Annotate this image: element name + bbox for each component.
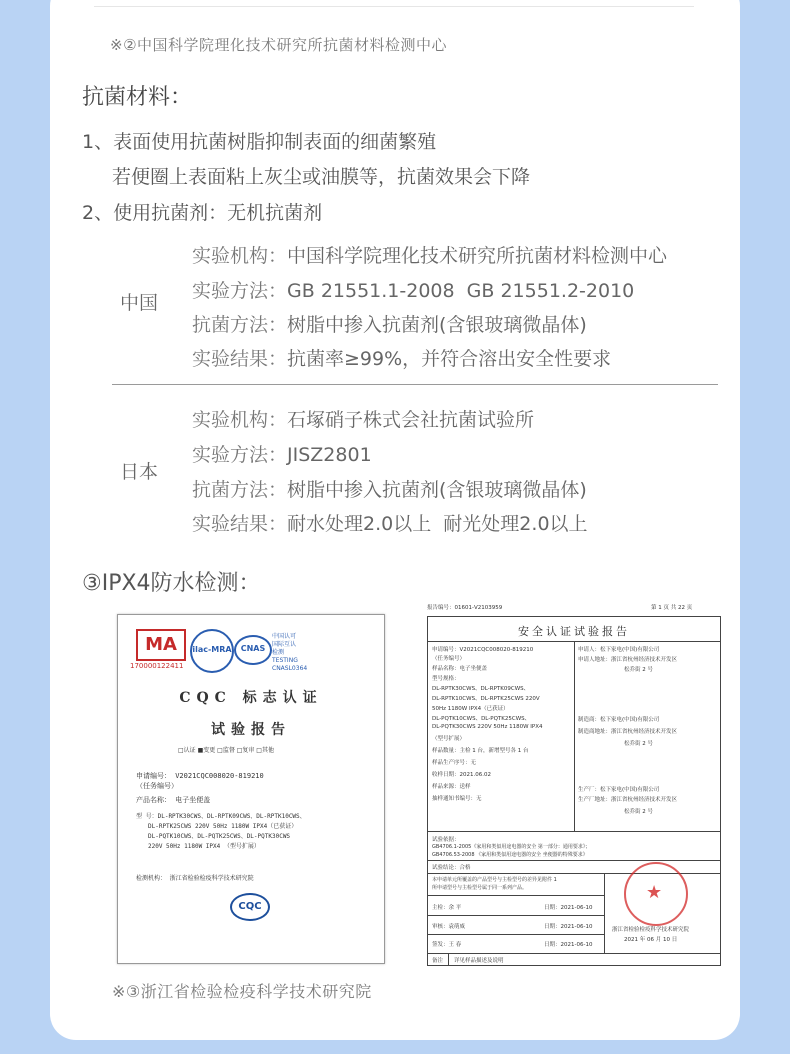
source-note-2: ※②中国科学院理化技术研究所抗菌材料检测中心 [110, 36, 448, 54]
ilac-logo: ilac-MRA [190, 629, 234, 673]
country-china: 中国 [120, 292, 159, 314]
antibacterial-point-1-detail: 若便圈上表面粘上灰尘或油膜等，抗菌效果会下降 [112, 166, 531, 188]
japan-row-institution: 实验机构：石塚硝子株式会社抗菌试验所 [192, 409, 535, 431]
antibacterial-point-1: 1、表面使用抗菌树脂抑制表面的细菌繁殖 [82, 131, 437, 153]
japan-row-method: 实验方法：JISZ2801 [192, 444, 372, 466]
antibacterial-heading: 抗菌材料： [82, 85, 193, 110]
china-row-institution: 实验机构：中国科学院理化技术研究所抗菌材料检测中心 [192, 245, 668, 267]
country-japan: 日本 [120, 461, 159, 483]
cert-model-1: 型 号：DL-RPTK30CWS、DL-RPTK09CWS、DL-RPTK10CWS、 [136, 813, 306, 820]
cert-product: 产品名称： 电子坐便盖 [136, 796, 211, 804]
cqc-certificate-image [117, 614, 385, 964]
certificate-checkboxes: □认证 ■变更 □监督 □复审 □其他 [178, 747, 274, 754]
report-page: 第 1 页 共 22 页 [651, 605, 693, 611]
cnas-logo: CNAS [234, 635, 272, 665]
cqc-logo: CQC [230, 893, 270, 921]
cma-number: 170000122411 [130, 662, 184, 670]
red-official-stamp [624, 862, 688, 926]
cnas-caption: 中国认可 国际互认 检测 TESTING CNASL0364 [272, 633, 308, 672]
japan-row-result: 实验结果：耐水处理2.0以上 耐光处理2.0以上 [192, 513, 588, 535]
cert-model-3: DL-PQTK10CWS、DL-PQTK25CWS、DL-PQTK30CWS [148, 833, 291, 840]
china-row-antibacterial-method: 抗菌方法：树脂中掺入抗菌剂(含银玻璃微晶体) [192, 314, 587, 336]
top-divider [94, 6, 694, 7]
cert-model-2: DL-RPTK25CWS 220V 50Hz 1180W IPX4（已获证） [148, 823, 298, 830]
safety-test-report-image [423, 603, 719, 967]
certificate-subtitle: 试验报告 [211, 722, 291, 738]
china-row-method: 实验方法：GB 21551.1-2008 GB 21551.2-2010 [192, 280, 635, 302]
source-note-3: ※③浙江省检验检疫科学技术研究院 [112, 982, 372, 1001]
certificate-title: CQC 标志认证 [179, 690, 323, 706]
cert-model-4: 220V 50Hz 1180W IPX4 （型号扩展） [148, 843, 260, 850]
ipx4-heading: ③IPX4防水检测： [82, 571, 261, 596]
china-row-result: 实验结果：抗菌率≥99%，并符合溶出安全性要求 [192, 348, 612, 370]
cert-application-no: 申请编号： V2021CQC008020-819210 [136, 772, 264, 780]
cma-logo: MA [136, 629, 186, 661]
report-frame: 安全认证试验报告 申请编号：V2021CQC008020-819210 （任务编号） 样品名称：电子坐便盖 型号规格： DL-RPTK30CWS、DL-RPTK09CWS、 DL-RPTK10CWS、DL-RPTK25CWS 220V 50Hz 1180W IPX4（已获证） DL-PQTK10CWS、DL-PQTK25CWS、 DL-PQTK30CWS 220V 50Hz 1180W IPX4 （型号扩展） 样品数量：主检 1 台，新增型号各 1 台 样品生产序号：无 收样日期：2021.06.02 样品来源：送样 抽样通知书编号：无 申请人：松下家电(中国)有限公司 申请人地址：浙江省杭州经济技术开发区 松乔街 2 号 制造商：松下家电(中国)有限公司 制造商地址：浙江省杭州经济技术开发区 松乔街 2 号 生产厂：松下家电(中国)有限公司 生产厂地址：浙江省杭州经济技术开发区 松乔街 2 号 试验依据： GB4706.1-2005《家用和类似用途电器的安全 第一部分：通用要求》； GB4706.53-2008 《家用和类似用途电器的安全 坐便器的特殊要求》 试验结论：合格 本申请单元所覆盖的产品型号与主检型号的差异见附件 1 所申请型号与主检型号属于同一系列产品。 主检：余 平 日期：2021-06-10 审核：袁萌威 日期：2021-06-10 签发：王 春 日期：2021-06-10 ★ 浙江省检验检疫科学技术研究院 2021 年 06 月 10 日 备注 详见样品描述及说明 [427, 616, 721, 966]
stamp-star-icon: ★ [646, 882, 663, 903]
section-divider [112, 384, 718, 385]
japan-row-antibacterial-method: 抗菌方法：树脂中掺入抗菌剂(含银玻璃微晶体) [192, 479, 587, 501]
report-title: 安全认证试验报告 [518, 625, 630, 638]
cert-institution: 检测机构： 浙江省检验检疫科学技术研究院 [136, 875, 254, 882]
antibacterial-point-2: 2、使用抗菌剂：无机抗菌剂 [82, 202, 323, 224]
report-number: 报告编号：01601-V2103959 [427, 605, 503, 611]
cert-task-no: （任务编号） [136, 782, 178, 790]
